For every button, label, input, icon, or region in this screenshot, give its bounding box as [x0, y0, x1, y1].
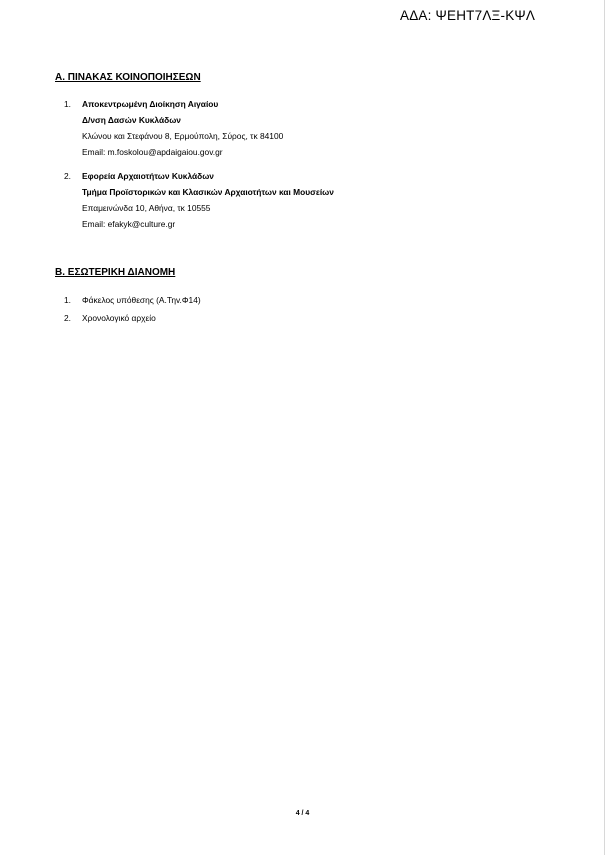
recipient-department: Δ/νση Δασών Κυκλάδων	[82, 115, 181, 125]
recipient-address: Επαμεινώνδα 10, Αθήνα, τκ 10555	[82, 203, 211, 213]
recipient-address: Κλώνου και Στεφάνου 8, Ερμούπολη, Σύρος, τκ 84100	[82, 131, 284, 141]
recipient-email: Email: efakyk@culture.gr	[82, 219, 176, 229]
notification-list	[55, 96, 334, 232]
list-item	[55, 310, 201, 326]
ada-code: ΑΔΑ: ΨΕΗΤ7ΛΞ-ΚΨΛ	[400, 8, 536, 23]
list-item	[55, 292, 201, 308]
item-number: 2.	[64, 171, 71, 181]
recipient-email: Email: m.foskolou@apdaigaiou.gov.gr	[82, 147, 223, 157]
item-number: 2.	[64, 313, 71, 323]
list-item	[55, 96, 334, 160]
page-number: 4 / 4	[295, 810, 310, 817]
recipient-name: Αποκεντρωμένη Διοίκηση Αιγαίου	[82, 99, 219, 109]
recipient-department: Τμήμα Προϊστορικών και Κλασικών Αρχαιοτήτων και Μουσείων	[82, 187, 334, 197]
internal-distribution-list	[55, 292, 201, 326]
section-b-title: Β. ΕΣΩΤΕΡΙΚΗ ΔΙΑΝΟΜΗ	[55, 267, 176, 278]
item-number: 1.	[64, 99, 71, 109]
recipient-name: Εφορεία Αρχαιοτήτων Κυκλάδων	[82, 171, 214, 181]
list-item	[55, 168, 334, 232]
section-a-title: Α. ΠΙΝΑΚΑΣ ΚΟΙΝΟΠΟΙΗΣΕΩΝ	[55, 72, 201, 83]
item-number: 1.	[64, 295, 71, 305]
distribution-entry: Χρονολογικό αρχείο	[82, 313, 156, 323]
distribution-entry: Φάκελος υπόθεσης (Α.Τηv.Φ14)	[82, 295, 201, 305]
